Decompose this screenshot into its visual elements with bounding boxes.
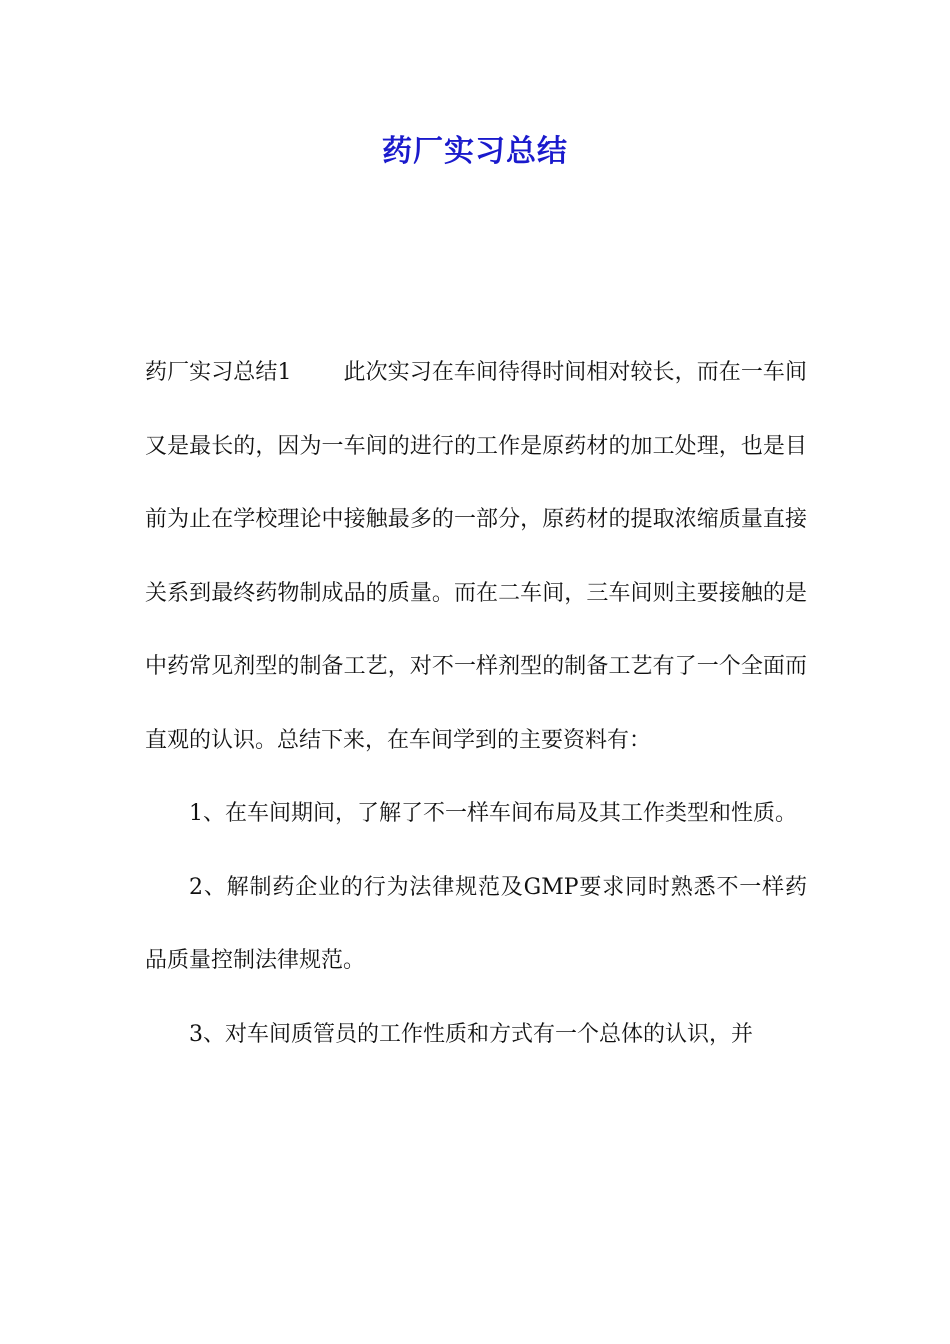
- list-item-2: 2、解制药企业的行为法律规范及GMP要求同时熟悉不一样药品质量控制法律规范。: [145, 874, 807, 973]
- document-title: 药厂实习总结: [382, 134, 568, 169]
- document-body: [145, 336, 807, 1071]
- list-item-3: 3、对车间质管员的工作性质和方式有一个总体的认识，并: [189, 1021, 753, 1047]
- intro-text: 此次实习在车间待得时间相对较长，而在一车间又是最长的，因为一车间的进行的工作是原药材的加工处理，也是目前为止在学校理论中接触最多的一部分，原药材的提取浓缩质量直接关系到最终药物制成品的质量。而在二车间，三车间则主要接触的是中药常见剂型的制备工艺，对不一样剂型的制备工艺有了一个全面而直观的认识。总结下来，在车间学到的主要资料有：: [145, 360, 807, 753]
- list-item-1: 1、在车间期间，了解了不一样车间布局及其工作类型和性质。: [189, 801, 797, 826]
- intro-paragraph: [145, 336, 807, 777]
- section-heading: 药厂实习总结1: [145, 360, 292, 385]
